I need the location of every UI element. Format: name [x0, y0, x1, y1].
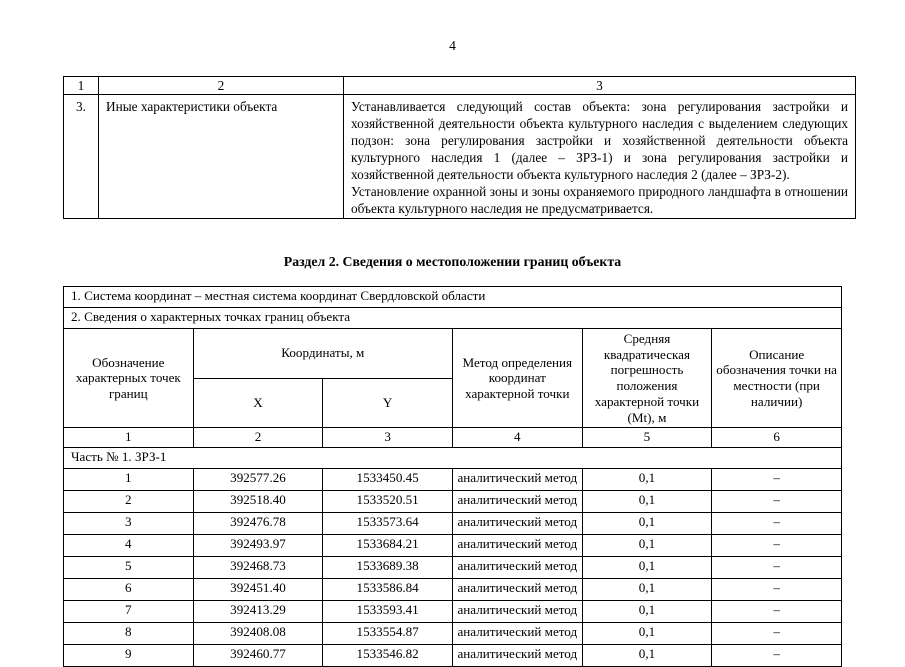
point-method: аналитический метод: [452, 644, 582, 666]
coordinate-system-label: 1. Система координат – местная система координат Свердловской области: [64, 287, 842, 308]
point-note: –: [712, 534, 842, 556]
point-mt: 0,1: [582, 622, 712, 644]
header-x: X: [193, 378, 323, 428]
point-mt: 0,1: [582, 600, 712, 622]
column-number-3: 3: [323, 428, 453, 448]
row-number: 3.: [64, 95, 99, 219]
column-number-1: 1: [64, 77, 99, 95]
point-number: 8: [64, 622, 194, 644]
point-number: 5: [64, 556, 194, 578]
page-number: 4: [449, 38, 456, 53]
column-number-1: 1: [64, 428, 194, 448]
point-x: 392493.97: [193, 534, 323, 556]
point-mt: 0,1: [582, 644, 712, 666]
header-note: Описание обозначения точки на местности (при наличии): [712, 329, 842, 428]
point-x: 392476.78: [193, 512, 323, 534]
point-note: –: [712, 512, 842, 534]
point-number: 6: [64, 578, 194, 600]
point-number: 9: [64, 644, 194, 666]
column-number-2: 2: [99, 77, 344, 95]
point-mt: 0,1: [582, 512, 712, 534]
coordinate-system-row: [64, 287, 842, 308]
point-mt: 0,1: [582, 468, 712, 490]
header-designation: Обозначение характерных точек границ: [64, 329, 194, 428]
table-row: [64, 578, 842, 600]
coords-header-row-1: [64, 329, 842, 379]
table-row: [64, 644, 842, 666]
part-label: Часть № 1. ЗРЗ-1: [64, 447, 842, 468]
point-x: 392460.77: [193, 644, 323, 666]
point-note: –: [712, 644, 842, 666]
column-number-2: 2: [193, 428, 323, 448]
column-number-6: 6: [712, 428, 842, 448]
point-number: 4: [64, 534, 194, 556]
points-info-label: 2. Сведения о характерных точках границ объекта: [64, 308, 842, 329]
point-note: –: [712, 556, 842, 578]
table-row: [64, 468, 842, 490]
point-number: 3: [64, 512, 194, 534]
point-x: 392577.26: [193, 468, 323, 490]
coordinates-table: [63, 286, 842, 667]
header-coordinates: Координаты, м: [193, 329, 452, 379]
column-number-5: 5: [582, 428, 712, 448]
point-y: 1533546.82: [323, 644, 453, 666]
point-mt: 0,1: [582, 534, 712, 556]
point-method: аналитический метод: [452, 622, 582, 644]
point-mt: 0,1: [582, 556, 712, 578]
point-number: 1: [64, 468, 194, 490]
table-row: [64, 490, 842, 512]
point-note: –: [712, 468, 842, 490]
point-number: 2: [64, 490, 194, 512]
point-note: –: [712, 578, 842, 600]
point-number: 7: [64, 600, 194, 622]
point-y: 1533554.87: [323, 622, 453, 644]
section-heading: Раздел 2. Сведения о местоположении границ объекта: [283, 254, 622, 269]
point-method: аналитический метод: [452, 534, 582, 556]
table-row: [64, 512, 842, 534]
table-row: [64, 600, 842, 622]
points-info-row: [64, 308, 842, 329]
table-row: [64, 534, 842, 556]
point-y: 1533593.41: [323, 600, 453, 622]
point-x: 392408.08: [193, 622, 323, 644]
table-row: [64, 556, 842, 578]
table-header-row: [64, 77, 856, 95]
point-y: 1533573.64: [323, 512, 453, 534]
point-method: аналитический метод: [452, 490, 582, 512]
point-x: 392413.29: [193, 600, 323, 622]
coords-column-numbers-row: [64, 428, 842, 448]
point-mt: 0,1: [582, 578, 712, 600]
point-method: аналитический метод: [452, 600, 582, 622]
point-y: 1533586.84: [323, 578, 453, 600]
column-number-3: 3: [344, 77, 856, 95]
point-x: 392451.40: [193, 578, 323, 600]
point-x: 392468.73: [193, 556, 323, 578]
point-method: аналитический метод: [452, 512, 582, 534]
point-y: 1533684.21: [323, 534, 453, 556]
table-row: [64, 95, 856, 219]
header-mt: Средняя квадратическая погрешность положения характерной точки (Mt), м: [582, 329, 712, 428]
characteristics-table: [63, 76, 856, 219]
point-note: –: [712, 622, 842, 644]
row-description: [344, 95, 856, 219]
point-note: –: [712, 490, 842, 512]
point-x: 392518.40: [193, 490, 323, 512]
point-method: аналитический метод: [452, 556, 582, 578]
point-y: 1533520.51: [323, 490, 453, 512]
table-row: [64, 622, 842, 644]
row-title: Иные характеристики объекта: [99, 95, 344, 219]
point-y: 1533689.38: [323, 556, 453, 578]
point-mt: 0,1: [582, 490, 712, 512]
point-note: –: [712, 600, 842, 622]
point-method: аналитический метод: [452, 468, 582, 490]
point-method: аналитический метод: [452, 578, 582, 600]
column-number-4: 4: [452, 428, 582, 448]
part-label-row: [64, 447, 842, 468]
description-paragraph-1: Устанавливается следующий состав объекта: зона регулирования застройки и хозяйственной деятельности объекта культурного наследия с выделением следующих подзон: зона регулирования застройки и хозяйственной деятельности объекта культурного наследия 1 (далее – ЗРЗ-1) и зона регулирования застройки и хозяйственной деятельности объекта культурного наследия 2 (далее – ЗРЗ-2).: [351, 99, 848, 183]
header-method: Метод определения координат характерной точки: [452, 329, 582, 428]
point-y: 1533450.45: [323, 468, 453, 490]
description-paragraph-2: Установление охранной зоны и зоны охраняемого природного ландшафта в отношении объекта культурного наследия не предусматривается.: [351, 184, 848, 217]
header-y: Y: [323, 378, 453, 428]
